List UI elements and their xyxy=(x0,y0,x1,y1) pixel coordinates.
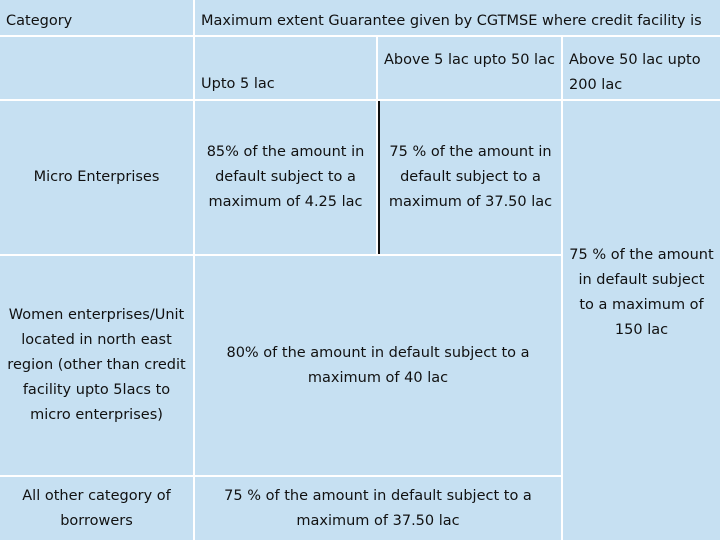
header-max-extent xyxy=(195,0,720,35)
row-all-other-upto-50 xyxy=(195,477,561,540)
row-all-other-category xyxy=(0,477,193,540)
col-header-50-to-200-lac xyxy=(563,37,720,99)
row-women-enterprises-upto-50-text: 80% of the amount in default subject to a maximum of 40 lac xyxy=(226,344,530,386)
row-women-enterprises-upto-50 xyxy=(195,256,561,475)
row-micro-enterprises-upto-5 xyxy=(195,101,376,254)
subheader-empty-cell xyxy=(0,37,193,99)
col-header-50-to-200-lac-text: Above 50 lac upto 200 lac xyxy=(569,52,701,93)
col-50-to-200-merged-text: 75 % of the amount in default subject to a maximum of 150 lac xyxy=(569,246,714,338)
row-women-enterprises-category xyxy=(0,256,193,475)
column-divider-line xyxy=(378,101,380,254)
col-header-5-to-50-lac xyxy=(378,37,561,99)
col-50-to-200-merged-cell xyxy=(563,101,720,540)
row-all-other-upto-50-text: 75 % of the amount in default subject to a maximum of 37.50 lac xyxy=(224,487,532,529)
col-header-upto-5-lac-text: Upto 5 lac xyxy=(201,76,275,92)
row-micro-enterprises-category xyxy=(0,101,193,254)
col-header-5-to-50-lac-text: Above 5 lac upto 50 lac xyxy=(384,52,555,68)
header-category xyxy=(0,0,193,35)
row-micro-enterprises-upto-5-text: 85% of the amount in default subject to a maximum of 4.25 lac xyxy=(206,144,365,210)
row-women-enterprises-category-text: Women enterprises/Unit located in north east region (other than credit facility upto 5lacs to micro enterprises) xyxy=(7,307,186,423)
row-micro-enterprises-5-to-50 xyxy=(380,101,561,254)
row-all-other-category-text: All other category of borrowers xyxy=(22,487,171,529)
header-max-extent-text: Maximum extent Guarantee given by CGTMSE where credit facility is xyxy=(201,13,702,29)
row-micro-enterprises-category-text: Micro Enterprises xyxy=(33,169,160,185)
header-category-text: Category xyxy=(6,13,73,29)
col-header-upto-5-lac xyxy=(195,37,376,99)
row-micro-enterprises-5-to-50-text: 75 % of the amount in default subject to a maximum of 37.50 lac xyxy=(388,144,553,210)
